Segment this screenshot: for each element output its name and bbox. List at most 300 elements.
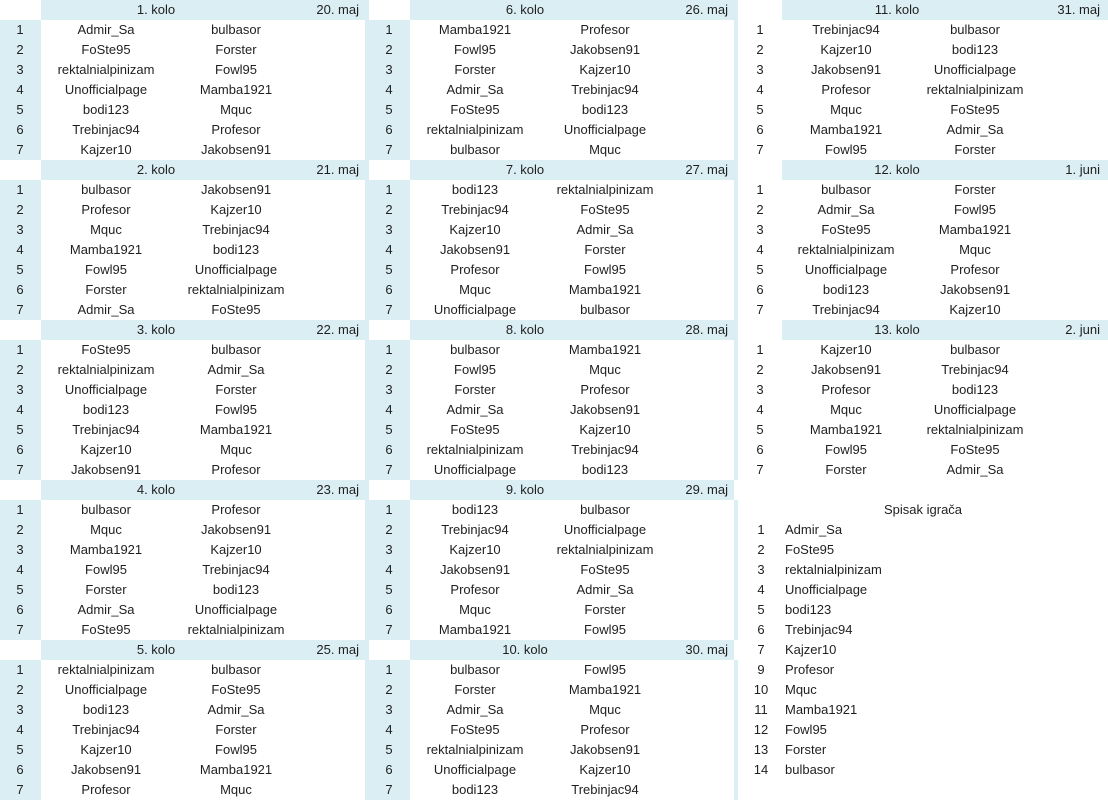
match-number: 3 [0,380,40,400]
match-number: 5 [0,100,40,120]
home-player: rektalnialpinizam [57,62,155,77]
match-number: 1 [369,340,409,360]
match-number: 1 [369,660,409,680]
round-block [0,640,369,800]
match-row [369,100,738,120]
match-number: 5 [369,580,409,600]
player-list-title: Spisak igrača [884,502,963,517]
player-row [738,540,1108,560]
match-number: 5 [0,740,40,760]
home-player: Mquc [459,602,491,617]
home-player: bulbasor [81,182,131,197]
match-number: 4 [0,560,40,580]
player-name: Kajzer10 [785,642,837,657]
home-player: Mamba1921 [809,422,883,437]
match-number: 4 [0,720,40,740]
away-player: bulbasor [950,342,1000,357]
match-number: 6 [0,600,40,620]
home-player: bodi123 [451,502,499,517]
match-row [369,580,738,600]
away-player: Fowl95 [215,402,257,417]
home-player: Mamba1921 [69,242,143,257]
match-row [738,80,1108,100]
player-row [738,700,1108,720]
round-date: 31. maj [1057,2,1100,17]
player-number: 14 [753,762,769,777]
player-number: 7 [757,642,765,657]
match-row [738,260,1108,280]
home-player: Kajzer10 [80,742,132,757]
match-row [369,700,738,720]
match-row [369,240,738,260]
match-number: 1 [738,180,782,200]
round-name: 1. kolo [136,2,176,17]
away-player: bulbasor [211,342,261,357]
away-player: Jakobsen91 [569,742,641,757]
match-number: 5 [0,580,40,600]
away-player: Mquc [959,242,991,257]
match-number: 6 [738,120,782,140]
away-player: Kajzer10 [579,762,631,777]
home-player: Profesor [450,262,500,277]
match-number: 5 [738,260,782,280]
away-player: Unofficialpage [933,402,1017,417]
match-row [0,40,369,60]
match-number: 3 [0,220,40,240]
round-block [0,480,369,640]
home-player: Profesor [81,782,131,797]
player-name: FoSte95 [785,542,835,557]
away-player: bodi123 [212,582,260,597]
match-row [369,120,738,140]
away-player: Profesor [580,382,630,397]
round-date: 23. maj [316,482,359,497]
away-player: Jakobsen91 [200,182,272,197]
match-row [0,240,369,260]
home-player: bodi123 [82,702,130,717]
match-row [369,760,738,780]
home-player: Admir_Sa [446,82,504,97]
home-player: Kajzer10 [820,342,872,357]
away-player: Kajzer10 [210,202,262,217]
match-row [738,460,1108,480]
match-row [738,180,1108,200]
match-number: 6 [738,440,782,460]
away-player: Jakobsen91 [569,402,641,417]
away-player: rektalnialpinizam [187,282,285,297]
away-player: bulbasor [580,302,630,317]
home-player: Forster [85,282,127,297]
match-row [738,220,1108,240]
match-number: 3 [369,220,409,240]
player-number: 5 [757,602,765,617]
match-row [738,240,1108,260]
round-block [738,0,1108,160]
away-player: Profesor [950,262,1000,277]
away-player: bodi123 [212,242,260,257]
match-row [0,460,369,480]
home-player: Trebinjac94 [812,22,880,37]
home-player: Forster [454,382,496,397]
home-player: Fowl95 [825,142,867,157]
round-block [0,160,369,320]
match-row [0,760,369,780]
home-player: Unofficialpage [64,682,148,697]
home-player: FoSte95 [81,342,131,357]
away-player: Profesor [211,462,261,477]
away-player: Profesor [580,722,630,737]
home-player: bodi123 [451,782,499,797]
match-row [0,620,369,640]
home-player: rektalnialpinizam [57,362,155,377]
match-number: 1 [738,340,782,360]
match-row [738,140,1108,160]
match-number: 4 [0,400,40,420]
away-player: Mamba1921 [199,82,273,97]
home-player: bulbasor [450,342,500,357]
match-number: 6 [0,120,40,140]
match-row [0,80,369,100]
player-name: Unofficialpage [785,582,868,597]
match-row [369,680,738,700]
match-number: 6 [0,440,40,460]
home-player: rektalnialpinizam [426,442,524,457]
rounds-column-3 [738,0,1108,480]
match-number: 4 [738,80,782,100]
home-player: Mquc [90,522,122,537]
match-row [369,200,738,220]
match-number: 2 [369,680,409,700]
round-name: 13. kolo [874,322,920,337]
away-player: Jakobsen91 [200,142,272,157]
match-row [0,260,369,280]
match-number: 2 [0,680,40,700]
match-number: 2 [369,40,409,60]
away-player: Fowl95 [954,202,996,217]
away-player: Unofficialpage [933,62,1017,77]
away-player: Mamba1921 [568,342,642,357]
round-date: 21. maj [316,162,359,177]
round-header [782,320,1106,340]
match-number: 3 [738,220,782,240]
match-row [369,620,738,640]
match-number: 5 [369,420,409,440]
home-player: Forster [454,682,496,697]
round-date: 2. juni [1065,322,1100,337]
home-player: bodi123 [822,282,870,297]
home-player: Fowl95 [85,262,127,277]
match-row [0,420,369,440]
home-player: FoSte95 [450,722,500,737]
round-name: 10. kolo [502,642,548,657]
away-player: Mamba1921 [199,422,273,437]
home-player: Admir_Sa [77,22,135,37]
away-player: Mquc [589,142,621,157]
player-number: 10 [753,682,769,697]
match-row [369,60,738,80]
player-row [738,560,1108,580]
away-player: Unofficialpage [194,602,278,617]
round-name: 7. kolo [505,162,545,177]
player-number: 2 [757,542,765,557]
home-player: Mamba1921 [438,22,512,37]
away-player: Mamba1921 [199,762,273,777]
match-row [0,280,369,300]
player-name: rektalnialpinizam [785,562,882,577]
match-row [0,340,369,360]
match-row [369,20,738,40]
away-player: bulbasor [211,22,261,37]
home-player: Trebinjac94 [441,202,509,217]
round-date: 1. juni [1065,162,1100,177]
match-row [369,600,738,620]
match-number: 3 [0,540,40,560]
home-player: Trebinjac94 [72,122,140,137]
away-player: Jakobsen91 [939,282,1011,297]
player-row [738,740,1108,760]
match-number: 7 [369,460,409,480]
player-number: 1 [757,522,765,537]
match-number: 6 [0,280,40,300]
away-player: Unofficialpage [194,262,278,277]
match-number: 7 [738,300,782,320]
home-player: Mamba1921 [809,122,883,137]
match-row [738,60,1108,80]
match-row [369,360,738,380]
home-player: Jakobsen91 [70,762,142,777]
home-player: Fowl95 [825,442,867,457]
match-number: 1 [369,180,409,200]
match-number: 2 [0,200,40,220]
match-row [0,580,369,600]
match-number: 3 [0,700,40,720]
away-player: bulbasor [950,22,1000,37]
match-row [369,260,738,280]
match-row [0,440,369,460]
away-player: rektalnialpinizam [926,82,1024,97]
match-row [0,60,369,80]
match-row [0,680,369,700]
home-player: bodi123 [82,402,130,417]
home-player: FoSte95 [450,422,500,437]
away-player: Trebinjac94 [571,782,639,797]
match-row [369,540,738,560]
away-player: Mquc [220,102,252,117]
player-row [738,640,1108,660]
home-player: rektalnialpinizam [426,122,524,137]
away-player: Forster [215,722,257,737]
away-player: Mquc [220,442,252,457]
match-number: 2 [369,360,409,380]
away-player: Mquc [589,362,621,377]
away-player: Mquc [220,782,252,797]
away-player: Forster [215,42,257,57]
round-header [410,320,734,340]
match-row [369,220,738,240]
away-player: Unofficialpage [563,522,647,537]
away-player: Fowl95 [215,742,257,757]
away-player: rektalnialpinizam [556,182,654,197]
match-number: 1 [0,340,40,360]
match-row [0,500,369,520]
round-block [369,320,738,480]
home-player: FoSte95 [81,42,131,57]
player-row [738,680,1108,700]
match-number: 6 [0,760,40,780]
match-row [738,440,1108,460]
match-number: 2 [738,200,782,220]
match-row [369,440,738,460]
match-row [369,280,738,300]
rounds-column-2 [369,0,738,800]
match-number: 5 [738,100,782,120]
away-player: rektalnialpinizam [926,422,1024,437]
away-player: Trebinjac94 [571,442,639,457]
away-player: rektalnialpinizam [556,542,654,557]
round-block [738,160,1108,320]
home-player: Kajzer10 [449,222,501,237]
home-player: Forster [85,582,127,597]
home-player: Mquc [90,222,122,237]
player-row [738,760,1108,780]
player-row [738,720,1108,740]
match-row [0,100,369,120]
match-number: 7 [0,140,40,160]
away-player: Forster [215,382,257,397]
home-player: Unofficialpage [804,262,888,277]
round-date: 20. maj [316,2,359,17]
match-row [369,720,738,740]
round-header [41,480,365,500]
round-block [369,0,738,160]
match-number: 2 [738,360,782,380]
home-player: Kajzer10 [80,442,132,457]
home-player: Mamba1921 [438,622,512,637]
round-header [410,640,734,660]
away-player: Trebinjac94 [202,222,270,237]
player-row [738,600,1108,620]
player-number: 3 [757,562,765,577]
player-number: 4 [757,582,765,597]
home-player: Kajzer10 [80,142,132,157]
player-name: Trebinjac94 [785,622,853,637]
home-player: rektalnialpinizam [426,742,524,757]
away-player: Admir_Sa [946,462,1004,477]
away-player: Trebinjac94 [941,362,1009,377]
home-player: Mquc [830,402,862,417]
away-player: FoSte95 [950,102,1000,117]
round-name: 8. kolo [505,322,545,337]
match-row [738,380,1108,400]
home-player: Unofficialpage [64,82,148,97]
away-player: Fowl95 [584,662,626,677]
match-row [369,660,738,680]
match-number: 6 [369,120,409,140]
match-number: 7 [738,140,782,160]
away-player: Forster [954,182,996,197]
match-number: 1 [0,20,40,40]
round-header [782,0,1106,20]
player-row [738,660,1108,680]
match-number: 7 [369,300,409,320]
home-player: Profesor [821,82,871,97]
round-date: 27. maj [685,162,728,177]
away-player: Forster [584,242,626,257]
match-number: 3 [738,60,782,80]
home-player: Mquc [459,282,491,297]
round-name: 5. kolo [136,642,176,657]
away-player: Kajzer10 [579,422,631,437]
match-row [0,740,369,760]
match-row [0,360,369,380]
away-player: Admir_Sa [576,222,634,237]
away-player: bulbasor [211,662,261,677]
away-player: Kajzer10 [579,62,631,77]
home-player: Jakobsen91 [439,242,511,257]
away-player: Admir_Sa [207,362,265,377]
home-player: FoSte95 [821,222,871,237]
home-player: Admir_Sa [817,202,875,217]
match-number: 3 [369,60,409,80]
match-number: 7 [369,620,409,640]
home-player: bulbasor [81,502,131,517]
match-row [369,180,738,200]
home-player: Unofficialpage [433,302,517,317]
match-number: 3 [0,60,40,80]
round-name: 3. kolo [136,322,176,337]
match-row [0,300,369,320]
match-number: 6 [369,760,409,780]
match-number: 3 [369,380,409,400]
player-name: Admir_Sa [785,522,843,537]
player-list [738,500,1108,780]
match-number: 4 [369,720,409,740]
away-player: FoSte95 [580,202,630,217]
away-player: Mamba1921 [938,222,1012,237]
away-player: bodi123 [581,102,629,117]
home-player: Jakobsen91 [810,362,882,377]
player-name: Profesor [785,662,835,677]
match-row [369,780,738,800]
player-row [738,520,1108,540]
home-player: Trebinjac94 [72,422,140,437]
match-row [0,520,369,540]
away-player: Admir_Sa [946,122,1004,137]
round-date: 28. maj [685,322,728,337]
match-number: 5 [0,420,40,440]
match-number: 4 [738,400,782,420]
home-player: Fowl95 [454,362,496,377]
match-row [0,140,369,160]
round-date: 30. maj [685,642,728,657]
match-row [0,220,369,240]
home-player: Jakobsen91 [70,462,142,477]
away-player: Mquc [589,702,621,717]
away-player: bodi123 [951,42,999,57]
player-number: 13 [753,742,769,757]
away-player: rektalnialpinizam [187,622,285,637]
player-name: bulbasor [785,762,835,777]
rounds-column-1 [0,0,369,800]
player-number: 6 [757,622,765,637]
match-number: 4 [369,560,409,580]
match-row [369,500,738,520]
away-player: Admir_Sa [576,582,634,597]
match-number: 5 [369,740,409,760]
match-row [0,120,369,140]
match-number: 7 [738,460,782,480]
match-row [369,380,738,400]
